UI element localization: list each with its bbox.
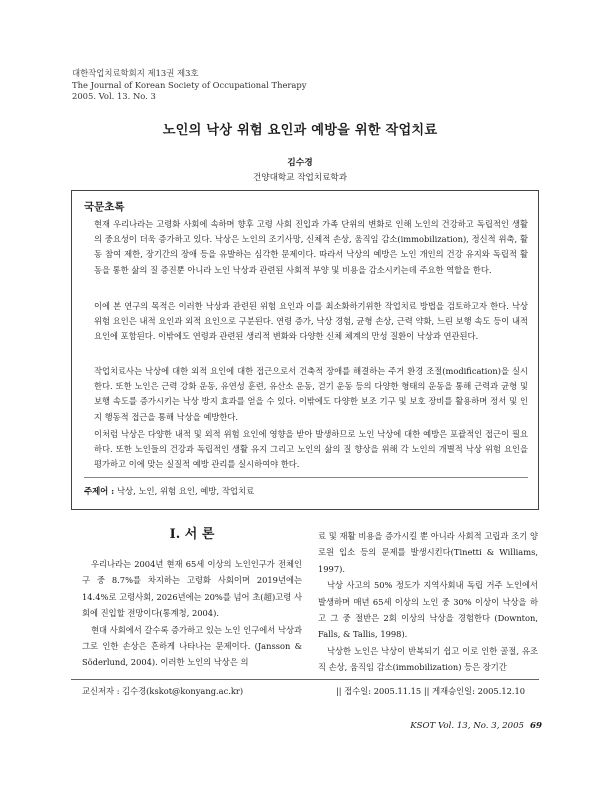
- abstract-divider: [84, 477, 528, 478]
- journal-volume: 2005. Vol. 13. No. 3: [72, 91, 156, 101]
- paper-title: 노인의 낙상 위험 요인과 예방을 위한 작업치료: [162, 123, 438, 138]
- author-affiliation: 건양대학교 작업치료학과: [252, 173, 348, 183]
- footer-divider: [71, 679, 539, 680]
- abstract-paragraph-2: 이에 본 연구의 목적은 이러한 낙상과 관련된 위험 요인과 이를 최소화하기위한 작업치료 방법을 검토하고자 한다. 낙상 위험 요인은 내적 요인과 외적 요인으로 구분된다. 연령 증가, 낙상 경험, 균형 손상, 근력 약화, 느린 보행 속도 등이 내적 요인에 포함된다. 이밖에도 연령과 관련된 생리적 변화와 다양한 신체 체계의 만성 질환이 낙상과 연관된다.: [94, 301, 528, 342]
- body-paragraph: 낙상한 노인은 낙상이 반복되기 쉽고 이로 인한 골절, 유조직 손상, 움직임 감소(immobilization) 등은 장기간: [318, 645, 538, 673]
- abstract-paragraph-1: 현재 우리나라는 고령화 사회에 속하며 향후 고령 사회 진입과 가족 단위의 변화로 인해 노인의 건강하고 독립적인 생활의 중요성이 더욱 증가하고 있다. 낙상은 노인의 조기사망, 신체적 손상, 움직임 감소(immobilization), 정신적 위축, 활동 참여 제한, 장기간의 장애 등을 유발하는 심각한 문제이다. 따라서 낙상의 예방은 노인 개인의 건강 유지와 독립적 활동을 통한 삶의 질 증진뿐 아니라 노인 낙상과 관련된 사회적 부양 및 비용을 감소시키는데 주요한 역할을 한다.: [94, 219, 528, 275]
- body-column-right: [318, 528, 538, 676]
- body-column-left: [82, 528, 302, 671]
- keywords-line: [84, 485, 254, 497]
- section-heading-introduction: Ⅰ. 서 론: [169, 527, 215, 542]
- submission-dates: || 접수일: 2005.11.15 || 게재승인일: 2005.12.10: [336, 686, 526, 696]
- corresponding-author: 교신저자 : 김수경(kskot@konyang.ac.kr): [82, 686, 244, 696]
- body-paragraph: 현대 사회에서 갈수록 증가하고 있는 노인 인구에서 낙상과 그로 인한 손상은 흔하게 나타나는 문제이다. (Jansson & Söderlund, 2004). 이러한 노인의 낙상은 의: [82, 624, 302, 668]
- abstract-heading: 국문초록: [84, 201, 125, 213]
- journal-name-korean: 대한작업치료학회지 제13권 제3호: [72, 68, 199, 78]
- keywords-text: 낙상, 노인, 위험 요인, 예방, 작업치료: [116, 486, 255, 496]
- abstract-paragraph-3: 작업치료사는 낙상에 대한 외적 요인에 대한 접근으로서 건축적 장애를 해결하는 주거 환경 조절(modification)을 실시한다. 또한 노인은 근력 강화 운동, 유연성 훈련, 유산소 운동, 걷기 운동 등의 다양한 형태의 운동을 통해 근력과 균형 및 보행 속도를 증가시키는 낙상 방지 효과를 얻을 수 있다. 이밖에도 다양한 보조 기구 및 보호 장비를 활용하며 정서 및 인지 행동적 접근을 통해 낙상을 예방한다.: [94, 366, 528, 422]
- page-footer: [410, 721, 542, 731]
- body-paragraph: 낙상 사고의 50% 정도가 지역사회내 독립 거주 노인에서 발생하며 매년 65세 이상의 노인 중 30% 이상이 낙상을 하고 그 중 절반은 2회 이상의 낙상을 경험한다 (Downton, Falls, & Tallis, 1998).: [318, 580, 538, 640]
- abstract-paragraph-4: 이처럼 낙상은 다양한 내적 및 외적 위험 요인에 영향을 받아 발생하므로 노인 낙상에 대한 예방은 포괄적인 접근이 필요하다. 또한 노인들의 건강과 독립적인 생활 유지 그리고 노인의 삶의 질 향상을 위해 각 노인의 개별적 낙상 위험 요인을 평가하고 이에 맞는 실질적 예방 관리를 실시하여야 한다.: [94, 429, 528, 470]
- abstract-box: [71, 190, 539, 510]
- journal-reference: KSOT Vol. 13, No. 3, 2005: [410, 721, 525, 731]
- body-paragraph: 우리나라는 2004년 현재 65세 이상의 노인인구가 전체인구 중 8.7%를 차지하는 고령화 사회이며 2019년에는 14.4%로 고령사회, 2026년에는 20%를 넘어 초(超)고령 사회에 진입할 전망이다(통계청, 2004).: [82, 559, 302, 619]
- journal-header: [72, 68, 307, 103]
- author-name: 김수경: [287, 158, 313, 168]
- body-paragraph: 료 및 재활 비용을 증가시킬 뿐 아니라 사회적 고립과 조기 양로원 입소 등의 문제를 발생시킨다(Tinetti & Williams, 1997).: [318, 531, 538, 574]
- journal-name-english: The Journal of Korean Society of Occupational Therapy: [72, 79, 307, 90]
- keywords-label: 주제어 :: [84, 486, 115, 496]
- page-number: 69: [530, 721, 542, 731]
